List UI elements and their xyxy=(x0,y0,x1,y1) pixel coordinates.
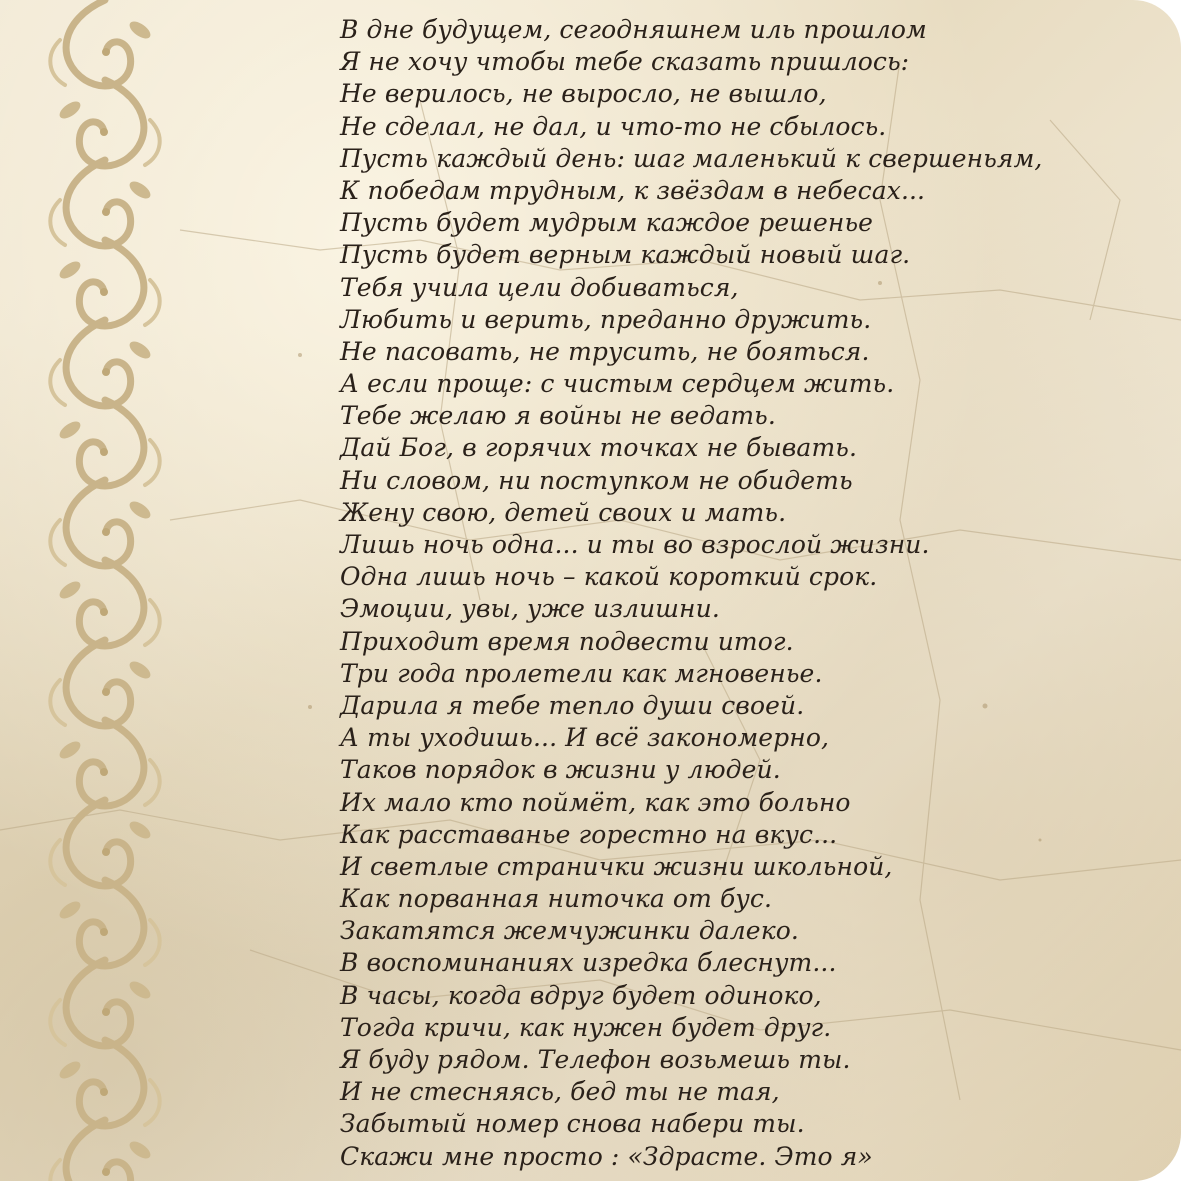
poem-line: Любить и верить, преданно дружить. xyxy=(340,304,872,334)
poem-line: Я буду рядом. Телефон возьмешь ты. xyxy=(340,1045,851,1074)
poem-line: Я не хочу чтобы тебе сказать пришлось: xyxy=(340,47,910,77)
poem-line: Закатятся жемчужинки далеко. xyxy=(340,916,799,946)
poem-line: Дарила я тебе тепло души своей. xyxy=(340,690,805,720)
poem-line: Тогда кричи, как нужен будет друг. xyxy=(340,1012,832,1042)
poem-line: Не пасовать, не трусить, не бояться. xyxy=(340,336,870,366)
poem-line: Как расставанье горестно на вкус... xyxy=(340,819,838,849)
poem-line: Как порванная ниточка от бус. xyxy=(340,884,773,914)
poem-line: Жену свою, детей своих и мать. xyxy=(340,497,787,527)
poem-line: Пусть будет мудрым каждое решенье xyxy=(340,208,874,238)
poem-line: А если проще: с чистым сердцем жить. xyxy=(340,369,895,399)
poem-line: Таков порядок в жизни у людей. xyxy=(340,755,781,785)
poem-line: В часы, когда вдруг будет одиноко, xyxy=(340,980,822,1010)
poem-line: Лишь ночь одна... и ты во взрослой жизни. xyxy=(340,530,930,559)
poem-text xyxy=(340,14,1140,1173)
poem-line: И светлые странички жизни школьной, xyxy=(340,851,893,881)
poem-line: Тебе желаю я войны не ведать. xyxy=(340,401,776,431)
poem-line: Их мало кто поймёт, как это больно xyxy=(340,787,851,817)
poem-line: Не сделал, не дал, и что-то не сбылось. xyxy=(340,111,887,141)
poem-line: Пусть будет верным каждый новый шаг. xyxy=(340,240,911,270)
poem-line: Эмоции, увы, уже излишни. xyxy=(340,594,720,624)
poem-line: Три года пролетели как мгновенье. xyxy=(340,658,823,688)
poem-line: Одна лишь ночь – какой короткий срок. xyxy=(340,562,878,592)
poem-line: Тебя учила цели добиваться, xyxy=(340,272,739,302)
poem-line: Пусть каждый день: шаг маленький к свершеньям, xyxy=(340,143,1043,173)
poem-line: Приходит время подвести итог. xyxy=(340,626,794,656)
poem-line: В воспоминаниях изредка блеснут... xyxy=(340,948,837,978)
poem-line: Не верилось, не выросло, не вышло, xyxy=(340,79,827,109)
poem-line: К победам трудным, к звёздам в небесах... xyxy=(340,175,926,205)
poem-line: Дай Бог, в горячих точках не бывать. xyxy=(340,433,858,463)
poem-line: Ни словом, ни поступком не обидеть xyxy=(340,465,853,495)
poem-line: В дне будущем, сегодняшнем иль прошлом xyxy=(340,15,927,44)
poem-line: И не стесняясь, бед ты не тая, xyxy=(340,1077,780,1107)
floral-scroll-border-icon xyxy=(40,0,170,1181)
poem-line: А ты уходишь... И всё закономерно, xyxy=(340,723,830,753)
poem-line: Скажи мне просто : «Здрасте. Это я» xyxy=(340,1141,873,1171)
poem-line: Забытый номер снова набери ты. xyxy=(340,1109,805,1139)
